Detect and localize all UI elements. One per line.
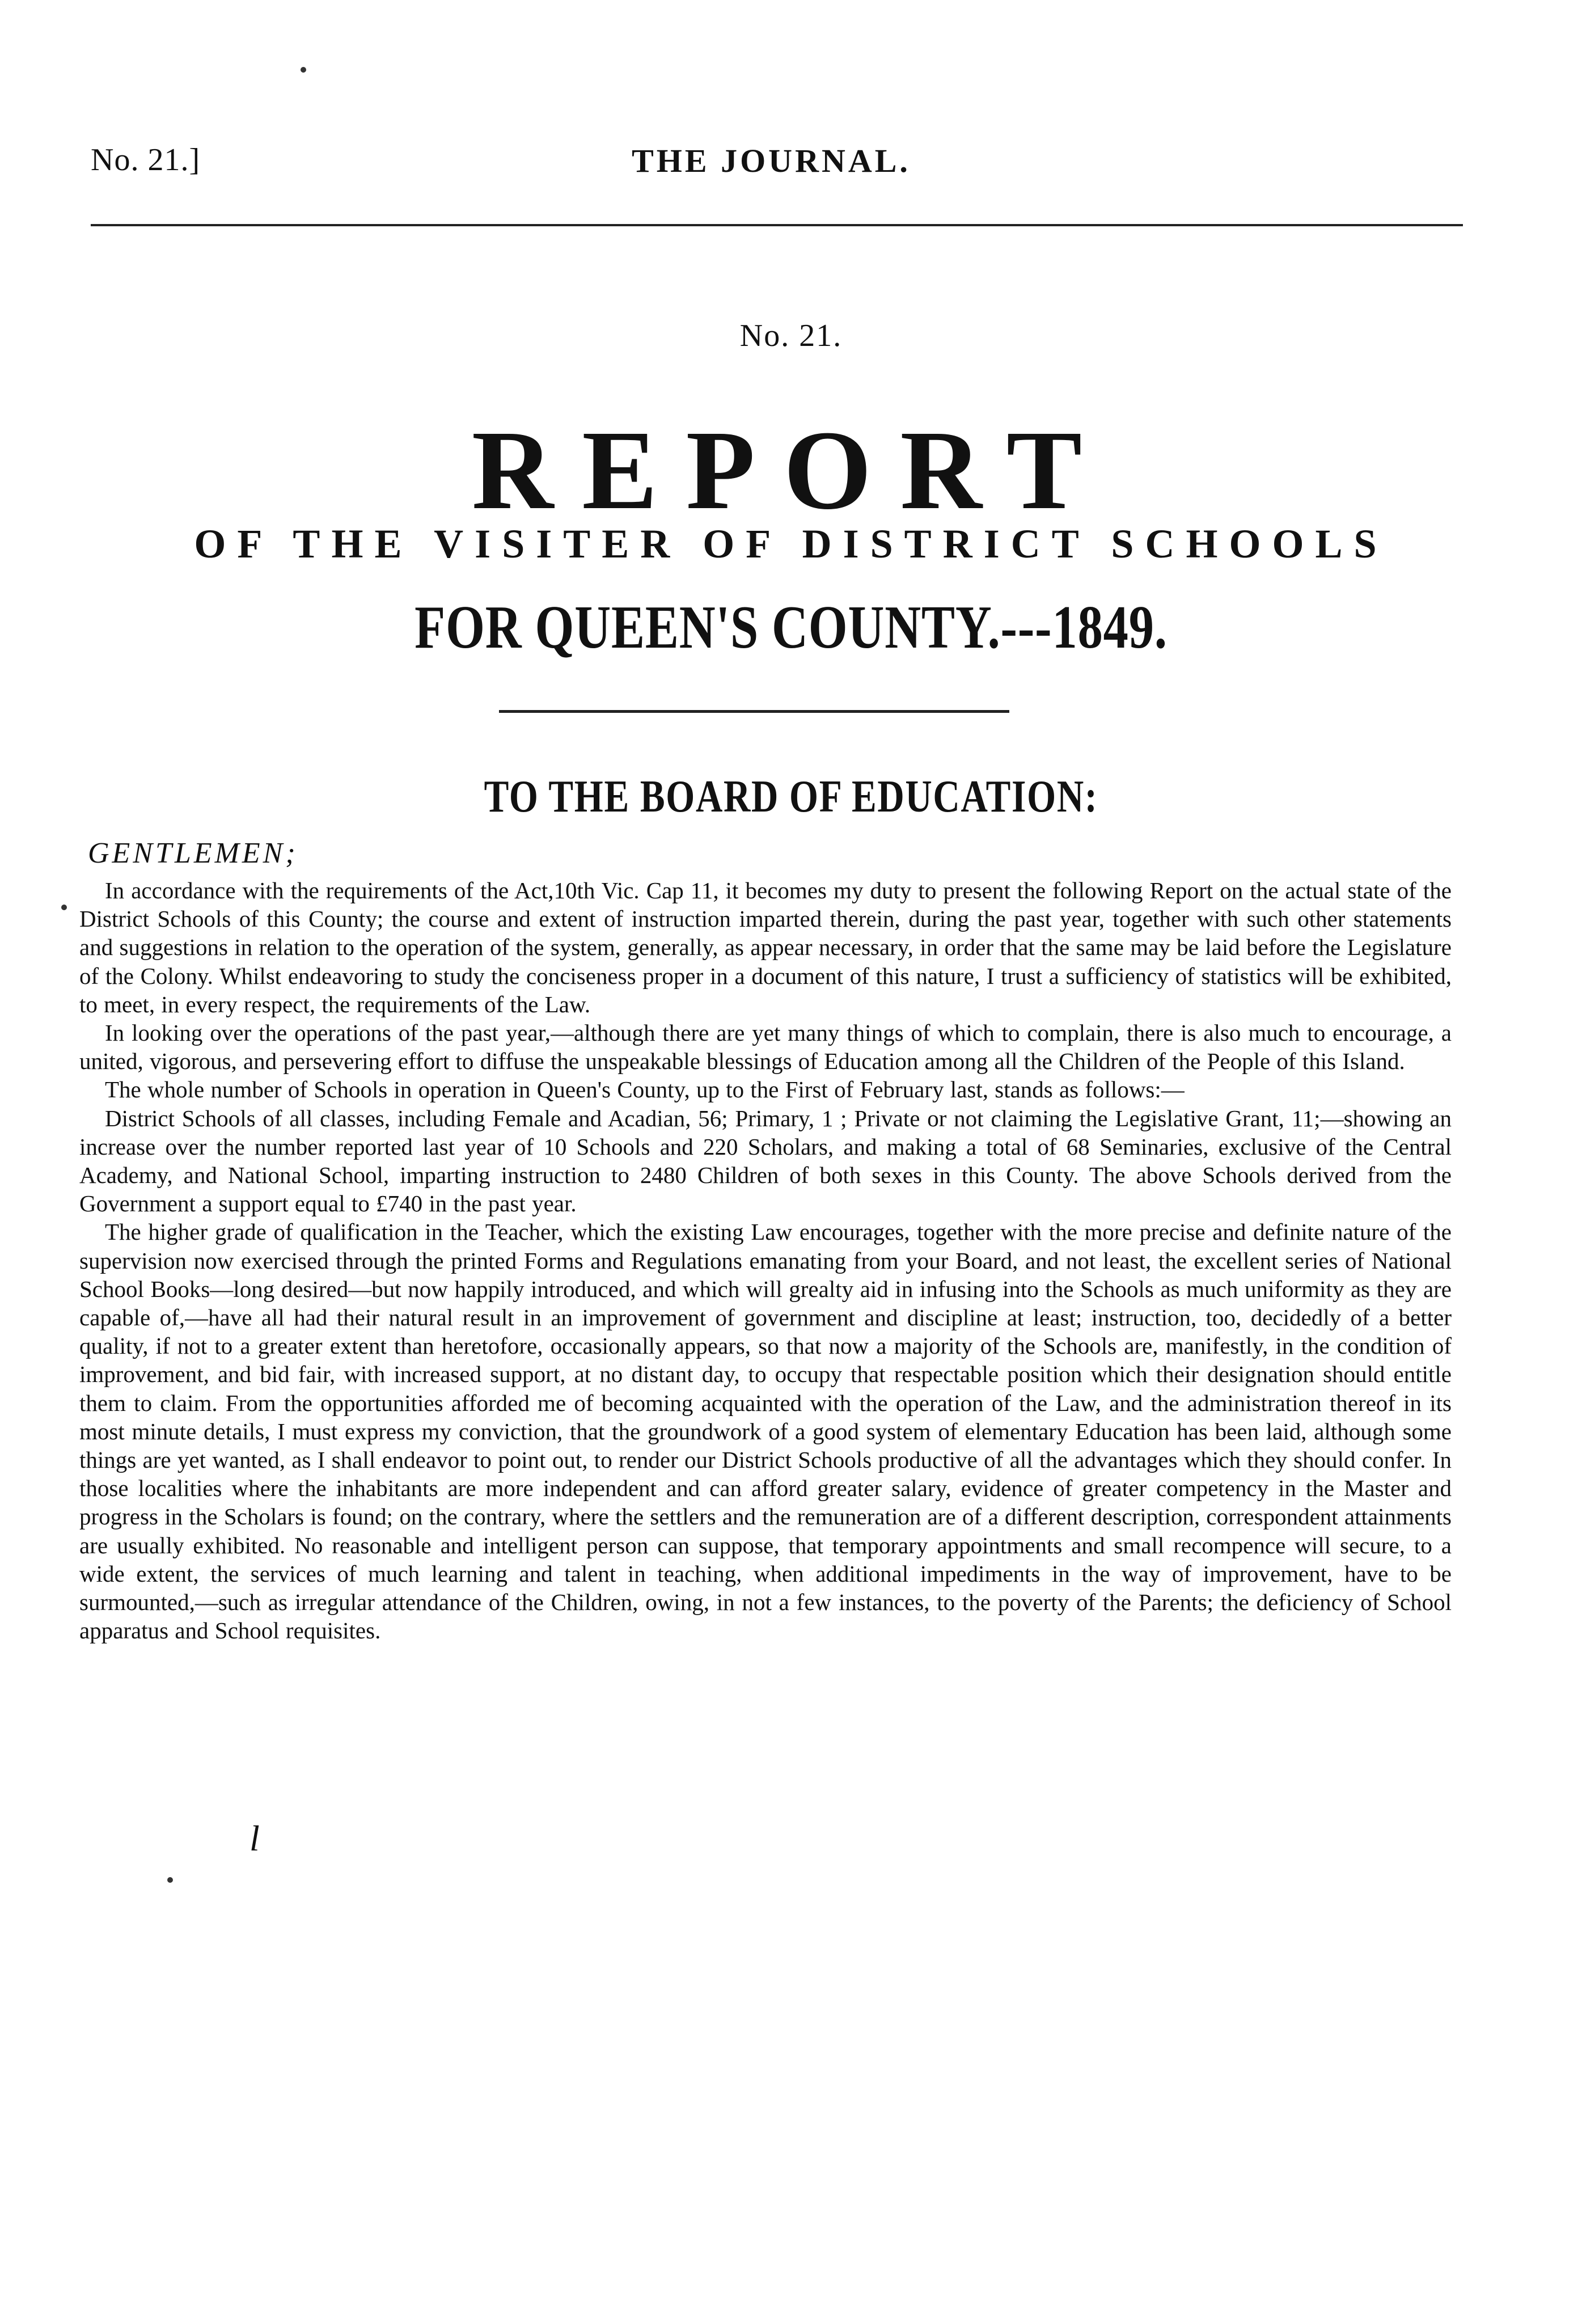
paragraph-school-count: The whole number of Schools in operation in Queen's County, up to the First of February last, stands as follows:— [105, 1076, 1185, 1103]
salutation: GENTLEMEN; [88, 837, 298, 869]
print-speck [167, 1877, 173, 1883]
report-heading: REPORT [471, 408, 1111, 533]
report-subheading: OF THE VISITER OF DISTRICT SCHOOLS [194, 521, 1388, 567]
paragraph-qualification: The higher grade of qualification in the Teacher, which the existing Law encourages, together with the more precise and definite nature of the supervision now exercised through the printed Forms and Regulations emanating from your Board, and not least, the excellent series of National School Books—long desired—but now happily introduced, and which will grealty aid in infusing into the Schools as much uniformity as they are capable of,—have all had their natural result in an improvement of government and discipline at least; instruction, too, decidedly of a better quality, if not to a greater extent than heretofore, occasionally appears, so that now a majority of the Schools are, manifestly, in the condition of improvement, and bid fair, with increased support, at no distant day, to occupy that respectable position which their designation should entitle them to claim. From the opportunities afforded me of becoming acquainted with the operation of the Law, and the administration thereof in its most minute details, I must express my conviction, that the groundwork of a good system of elementary Education has been laid, although some things are yet wanted, as I shall endeavor to point out, to render our District Schools productive of all the advantages which they should confer. In those localities where the inhabitants are more independent and can afford greater salary, evidence of greater competency in the Master and progress in the Scholars is found; on the contrary, where the settlers and the remuneration are of a different description, correspondent attainments are usually exhibited. No reasonable and intelligent person can suppose, that temporary appointments and small recompence will secure, to a wide extent, the services of much learning and talent in teaching, when additional impediments in the way of improvement, have to be surmounted,—such as irregular attendance of the Children, owing, in not a few instances, to the poverty of the Parents; the deficiency of School apparatus and School requisites. [79, 1219, 1452, 1644]
running-head-title: THE JOURNAL. [632, 142, 911, 179]
header-rule [91, 224, 1463, 226]
paragraph-past-year: In looking over the operations of the past year,—although there are yet many things of which to complain, there is also much to encourage, a united, vigorous, and persevering effort to diffuse the unspeakable blessings of Education among all the Children of the People of this Island. [79, 1020, 1452, 1075]
report-number: No. 21. [739, 318, 843, 353]
running-head [91, 142, 1452, 193]
paragraph-act-requirements: In accordance with the requirements of the Act,10th Vic. Cap 11, it becomes my duty to present the following Report on the actual state of the District Schools of this County; the course and extent of instruction imparted therein, during the past year, together with such other statements and suggestions in relation to the operation of the system, generally, as appear necessary, in order that the same may be laid before the Legislature of the Colony. Whilst endeavoring to study the conciseness proper in a document of this nature, I trust a sufficiency of statistics will be exhibited, to meet, in every respect, the requirements of the Law. [79, 877, 1452, 1017]
print-speck [301, 67, 306, 73]
running-head-number: No. 21.] [91, 142, 201, 178]
report-county-line: FOR QUEEN'S COUNTY.---1849. [414, 594, 1168, 661]
print-speck [61, 905, 67, 910]
report-body [79, 876, 1452, 1645]
addressee-heading: TO THE BOARD OF EDUCATION: [484, 772, 1098, 822]
signature-mark: l [249, 1818, 260, 1858]
paragraph-school-statistics: District Schools of all classes, including Female and Acadian, 56; Primary, 1 ; Private or not claiming the Legislative Grant, 11;—showing an increase over the number reported last year of 10 Schools and 220 Scholars, and making a total of 68 Seminaries, exclusive of the Central Academy, and National School, imparting instruction to 2480 Children of both sexes in this County. The above Schools derived from the Government a support equal to £740 in the past year. [79, 1105, 1452, 1217]
title-divider [499, 710, 1009, 713]
